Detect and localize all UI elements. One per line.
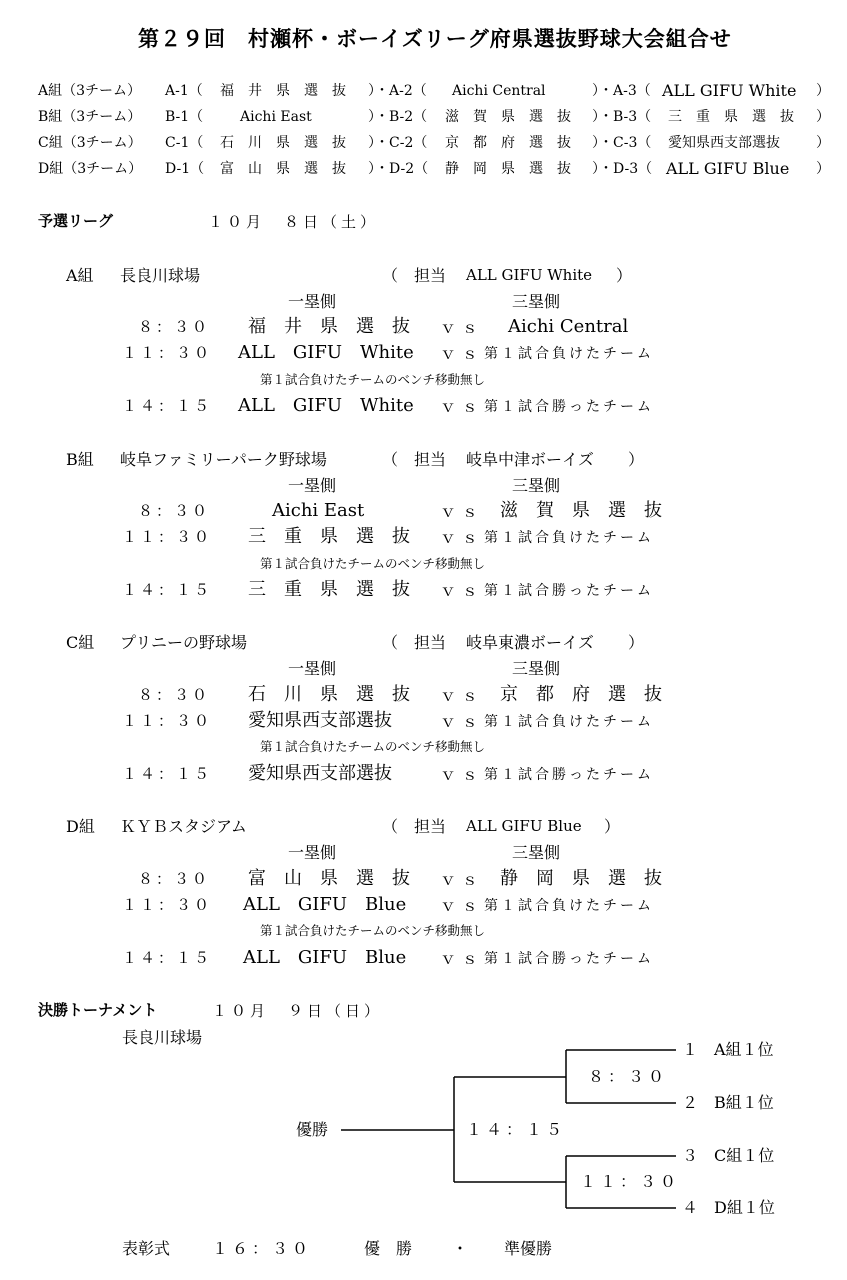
group-venue: ＫＹＢスタジアム: [120, 817, 247, 836]
overview-b2: 滋 賀 県 選 抜: [445, 109, 571, 125]
ceremony-time: １６：３０: [212, 1239, 313, 1258]
seed-number: ２: [682, 1093, 699, 1112]
group-venue: プリニーの野球場: [120, 633, 248, 652]
bench-note: 第１試合負けたチームのベンチ移動無し: [260, 372, 486, 387]
overview-group: A組（3チーム）: [38, 83, 142, 99]
third-base-team: 第１試合勝ったチーム: [484, 583, 654, 599]
vs-label: ｖｓ: [440, 318, 485, 337]
overview-b3: 三 重 県 選 抜: [668, 109, 794, 125]
third-base-team: 静 岡 県 選 抜: [500, 868, 662, 889]
semi2-time: １１：３０: [580, 1172, 681, 1191]
vs-label: ｖｓ: [440, 528, 485, 547]
vs-label: ｖｓ: [440, 502, 485, 521]
overview-b1-code: B-1（: [165, 109, 204, 125]
overview-d2: 静 岡 県 選 抜: [445, 161, 571, 177]
seed-label: A組１位: [714, 1040, 774, 1059]
ceremony-label: 表彰式: [122, 1239, 171, 1258]
bench-note: 第１試合負けたチームのベンチ移動無し: [260, 556, 486, 571]
vs-label: ｖｓ: [440, 686, 485, 705]
overview-d1: 富 山 県 選 抜: [220, 161, 346, 177]
vs-label: ｖｓ: [440, 344, 485, 363]
vs-label: ｖｓ: [440, 949, 485, 968]
first-base-side-label: 一塁側: [288, 476, 337, 495]
overview-c2-code: ）・C-2（: [368, 135, 428, 151]
first-base-team: 三 重 県 選 抜: [248, 579, 410, 600]
overview-row-a: [38, 84, 141, 98]
group-staff-suffix: ）: [628, 450, 645, 469]
group-staff: ALL GIFU White: [466, 266, 593, 284]
first-base-team: ALL GIFU Blue: [243, 894, 407, 915]
seed-number: １: [682, 1040, 699, 1059]
game-time: １４：１５: [122, 765, 213, 783]
game-time: １１：３０: [122, 528, 213, 546]
vs-label: ｖｓ: [440, 712, 485, 731]
overview-a3-code: ）・A-3（: [592, 83, 651, 99]
first-base-team: ALL GIFU Blue: [243, 947, 407, 968]
group-staff: ALL GIFU Blue: [466, 817, 582, 835]
overview-group: D組（3チーム）: [38, 161, 143, 177]
overview-a2-code: ）・A-2（: [368, 83, 427, 99]
seed-label: D組１位: [714, 1198, 775, 1217]
group-staff-suffix: ）: [616, 266, 633, 285]
third-base-team: 第１試合負けたチーム: [484, 714, 654, 730]
third-base-team: 第１試合勝ったチーム: [484, 767, 654, 783]
game-time: ８：３０: [138, 318, 211, 336]
third-base-team: 京 都 府 選 抜: [500, 684, 662, 705]
third-base-side-label: 三塁側: [512, 292, 561, 311]
overview-d3-code: ）・D-3（: [592, 161, 653, 177]
first-base-team: ALL GIFU White: [238, 395, 414, 416]
semi1-time: ８：３０: [588, 1067, 669, 1086]
overview-a1: 福 井 県 選 抜: [220, 83, 346, 99]
final-game-time: １４：１５: [466, 1120, 567, 1139]
ceremony-runner-up: 準優勝: [504, 1239, 553, 1258]
seed-label: B組１位: [714, 1093, 774, 1112]
group-staff-suffix: ）: [604, 817, 621, 836]
group-staff-prefix: （ 担当: [382, 817, 447, 836]
seed-label: C組１位: [714, 1146, 775, 1165]
group-staff-prefix: （ 担当: [382, 633, 447, 652]
overview-b-end: ）: [816, 109, 830, 125]
overview-c1-code: C-1（: [165, 135, 204, 151]
page-title: 第２９回 村瀬杯・ボーイズリーグ府県選抜野球大会組合せ: [138, 26, 732, 51]
first-base-team: 富 山 県 選 抜: [248, 868, 410, 889]
overview-d-end: ）: [816, 161, 830, 177]
overview-c-end: ）: [816, 135, 830, 151]
game-time: ８：３０: [138, 686, 211, 704]
first-base-team: Aichi East: [272, 500, 365, 521]
bench-note: 第１試合負けたチームのベンチ移動無し: [260, 739, 486, 754]
final-venue: 長良川球場: [122, 1028, 203, 1047]
overview-b1: Aichi East: [240, 109, 312, 125]
winner-label: 優勝: [296, 1120, 329, 1139]
overview-c2: 京 都 府 選 抜: [445, 135, 571, 151]
vs-label: ｖｓ: [440, 870, 485, 889]
group-staff-prefix: （ 担当: [382, 450, 447, 469]
group-staff-prefix: （ 担当: [382, 266, 447, 285]
first-base-side-label: 一塁側: [288, 843, 337, 862]
vs-label: ｖｓ: [440, 397, 485, 416]
vs-label: ｖｓ: [440, 765, 485, 784]
third-base-team: 第１試合負けたチーム: [484, 346, 654, 362]
ceremony-separator: ・: [452, 1239, 469, 1258]
group-venue: 長良川球場: [120, 266, 201, 285]
game-time: ８：３０: [138, 870, 211, 888]
ceremony-champion: 優 勝: [364, 1239, 413, 1258]
overview-b2-code: ）・B-2（: [368, 109, 428, 125]
third-base-team: Aichi Central: [508, 316, 629, 337]
first-base-team: ALL GIFU White: [238, 342, 414, 363]
third-base-team: 第１試合負けたチーム: [484, 530, 654, 546]
overview-group: C組（3チーム）: [38, 135, 142, 151]
overview-d1-code: D-1（: [165, 161, 205, 177]
game-time: １４：１５: [122, 397, 213, 415]
first-base-side-label: 一塁側: [288, 292, 337, 311]
game-time: １１：３０: [122, 712, 213, 730]
first-base-side-label: 一塁側: [288, 659, 337, 678]
overview-c3: 愛知県西支部選抜: [668, 135, 780, 151]
third-base-team: 第１試合勝ったチーム: [484, 399, 654, 415]
group-venue: 岐阜ファミリーパーク野球場: [120, 450, 327, 469]
third-base-side-label: 三塁側: [512, 659, 561, 678]
overview-a1-code: A-1（: [165, 83, 203, 99]
third-base-team: 滋 賀 県 選 抜: [500, 500, 662, 521]
third-base-side-label: 三塁側: [512, 476, 561, 495]
seed-number: ４: [682, 1198, 699, 1217]
third-base-team: 第１試合勝ったチーム: [484, 951, 654, 967]
first-base-team: 愛知県西支部選抜: [248, 710, 392, 731]
overview-d3: ALL GIFU Blue: [666, 159, 790, 178]
game-time: １１：３０: [122, 344, 213, 362]
overview-a3: ALL GIFU White: [662, 81, 797, 100]
seed-number: ３: [682, 1146, 699, 1165]
group-label: D組: [66, 817, 95, 836]
first-base-team: 愛知県西支部選抜: [248, 763, 392, 784]
overview-d2-code: ）・D-2（: [368, 161, 429, 177]
prelim-date: １０月 ８日（土）: [208, 213, 380, 231]
game-time: １４：１５: [122, 949, 213, 967]
overview-c3-code: ）・C-3（: [592, 135, 652, 151]
prelim-heading: 予選リーグ: [38, 212, 114, 230]
group-label: B組: [66, 450, 94, 469]
vs-label: ｖｓ: [440, 896, 485, 915]
overview-group: B組（3チーム）: [38, 109, 142, 125]
first-base-team: 福 井 県 選 抜: [248, 316, 410, 337]
group-staff: 岐阜中津ボーイズ: [466, 450, 594, 469]
third-base-team: 第１試合負けたチーム: [484, 898, 654, 914]
group-label: C組: [66, 633, 95, 652]
overview-c1: 石 川 県 選 抜: [220, 135, 346, 151]
group-staff: 岐阜東濃ボーイズ: [466, 633, 594, 652]
first-base-team: 三 重 県 選 抜: [248, 526, 410, 547]
game-time: ８：３０: [138, 502, 211, 520]
final-date: １０月 ９日（日）: [212, 1002, 384, 1020]
vs-label: ｖｓ: [440, 581, 485, 600]
group-label: A組: [66, 266, 94, 285]
game-time: １１：３０: [122, 896, 213, 914]
overview-b3-code: ）・B-3（: [592, 109, 652, 125]
third-base-side-label: 三塁側: [512, 843, 561, 862]
first-base-team: 石 川 県 選 抜: [248, 684, 410, 705]
overview-a-end: ）: [816, 83, 830, 99]
overview-a2: Aichi Central: [452, 83, 546, 99]
final-heading: 決勝トーナメント: [38, 1001, 158, 1019]
game-time: １４：１５: [122, 581, 213, 599]
bench-note: 第１試合負けたチームのベンチ移動無し: [260, 923, 486, 938]
group-staff-suffix: ）: [628, 633, 645, 652]
